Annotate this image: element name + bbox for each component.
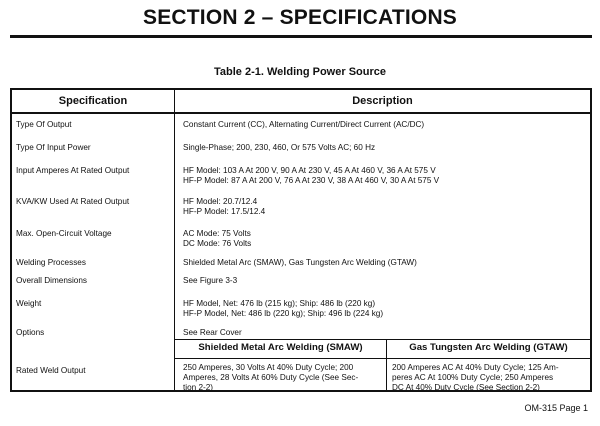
row-description: See Rear Cover xyxy=(183,328,242,337)
row-label: Weight xyxy=(16,299,42,308)
row-description: See Figure 3-3 xyxy=(183,276,238,285)
row-description: Constant Current (CC), Alternating Current/Direct Current (AC/DC) xyxy=(183,120,425,129)
gtaw-header: Gas Tungsten Arc Welding (GTAW) xyxy=(409,342,568,353)
table-caption: Table 2-1. Welding Power Source xyxy=(214,66,386,78)
smaw-output-text xyxy=(183,363,358,393)
gtaw-line: peres AC At 100% Duty Cycle; 250 Amperes xyxy=(392,373,554,382)
row-label: KVA/KW Used At Rated Output xyxy=(16,197,130,206)
row-label: Type Of Input Power xyxy=(16,143,91,152)
page-number: OM-315 Page 1 xyxy=(524,403,588,413)
table-header-row xyxy=(12,90,590,114)
gtaw-line: 200 Amperes AC At 40% Duty Cycle; 125 Am- xyxy=(392,363,559,372)
gtaw-output-text xyxy=(392,363,559,393)
header-description: Description xyxy=(352,95,413,107)
row-label: Welding Processes xyxy=(16,258,86,267)
row-description: HF-P Model, Net: 486 lb (220 kg); Ship: 496 lb (224 kg) xyxy=(183,309,384,318)
row-description: HF Model: 103 A At 200 V, 90 A At 230 V, 45 A At 460 V, 36 A At 575 V xyxy=(183,166,436,175)
row-description: HF-P Model: 87 A At 200 V, 76 A At 230 V, 38 A At 460 V, 30 A At 575 V xyxy=(183,176,440,185)
row-description: HF Model: 20.7/12.4 xyxy=(183,197,258,206)
row-label: Rated Weld Output xyxy=(16,366,86,375)
smaw-header: Shielded Metal Arc Welding (SMAW) xyxy=(198,342,363,353)
gtaw-line: DC At 40% Duty Cycle (See Section 2-2) xyxy=(392,383,540,392)
row-description: AC Mode: 75 Volts xyxy=(183,229,251,238)
row-description: Shielded Metal Arc (SMAW), Gas Tungsten Arc Welding (GTAW) xyxy=(183,258,417,267)
row-label: Overall Dimensions xyxy=(16,276,87,285)
row-description: HF-P Model: 17.5/12.4 xyxy=(183,207,266,216)
header-specification: Specification xyxy=(58,95,128,107)
row-label: Type Of Output xyxy=(16,120,72,129)
row-label: Max. Open-Circuit Voltage xyxy=(16,229,112,238)
row-description: HF Model, Net: 476 lb (215 kg); Ship: 486 lb (220 kg) xyxy=(183,299,376,308)
smaw-line: tion 2-2) xyxy=(183,383,214,392)
specifications-table xyxy=(10,88,592,392)
subheader-bottom-rule xyxy=(175,358,590,359)
smaw-line: 250 Amperes, 30 Volts At 40% Duty Cycle; 200 xyxy=(183,363,354,372)
smaw-line: Amperes, 28 Volts At 60% Duty Cycle (See Sec- xyxy=(183,373,359,382)
row-label: Options xyxy=(16,328,45,337)
title-rule xyxy=(10,35,592,38)
row-label: Input Amperes At Rated Output xyxy=(16,166,130,175)
section-title: SECTION 2 – SPECIFICATIONS xyxy=(142,6,458,29)
row-description: DC Mode: 76 Volts xyxy=(183,239,252,248)
row-description: Single-Phase; 200, 230, 460, Or 575 Volts AC; 60 Hz xyxy=(183,143,376,152)
